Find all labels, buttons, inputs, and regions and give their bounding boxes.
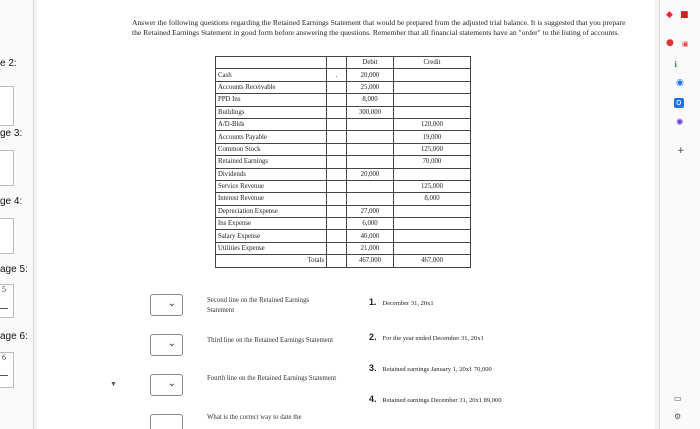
table-cell [327,255,347,267]
outlook-icon[interactable]: o [676,98,682,108]
account-name: Ins Expense [216,218,327,230]
debit-header: Debit [347,57,394,69]
translate-icon[interactable]: ✺ [676,118,684,128]
ring-icon[interactable]: ◉ [676,78,684,88]
ring-icon[interactable]: ● [666,38,674,48]
answer-number: 1. [369,297,377,307]
document-page [37,0,655,429]
totals-label: Totals [216,255,327,267]
question-label[interactable]: ge 4: [0,196,23,207]
question-label[interactable]: age 6: [0,331,28,342]
row-marker [327,81,347,93]
debit-value: 40,000 [347,230,394,242]
question-box[interactable] [0,284,14,318]
question-label[interactable]: e 2: [0,58,17,69]
gift-icon[interactable]: ■ [680,10,689,20]
answer-select-3[interactable] [150,374,183,396]
credit-value: 8,000 [394,193,471,205]
table-row [216,69,471,81]
credit-value [394,81,471,93]
table-row [216,193,471,205]
account-name: Retained Earnings [216,156,327,168]
credit-value: 19,000 [394,131,471,143]
instructions-text: Answer the following questions regarding the Retained Earnings Statement that would be prepared from the adjusted trial balance. It is suggested that you prepare the Retained Earnings Statement in good form before answering the questions. Remember that all financial statements have an "order" to the listing of accounts. [132,18,626,37]
debit-total: 467,000 [347,255,394,267]
account-name: Service Revenue [216,180,327,192]
credit-value [394,242,471,254]
question-nav-panel [0,0,34,429]
credit-value: 120,000 [394,118,471,130]
debit-value: 6,000 [347,218,394,230]
debit-value: 25,000 [347,81,394,93]
translate-icon[interactable]: ℹ [674,60,678,69]
account-name: Dividends [216,168,327,180]
row-marker: . [327,69,347,81]
row-marker [327,131,347,143]
account-name: Interest Revenue [216,193,327,205]
credit-value [394,230,471,242]
debit-value [347,156,394,168]
credit-value [394,69,471,81]
debit-value: 27,000 [347,205,394,217]
table-row [216,218,471,230]
answer-select-4[interactable] [150,414,183,429]
account-name: A/D-Blds [216,118,327,130]
table-row [216,205,471,217]
plus-icon[interactable]: + [677,146,685,156]
question-box-value: 5 [2,285,6,294]
credit-value: 125,000 [394,143,471,155]
account-name: Utilities Expense [216,242,327,254]
row-marker [327,106,347,118]
credit-value [394,168,471,180]
answer-text: Retained earnings December 31, 20x1 89,000 [382,397,502,404]
bookmark-icon[interactable]: ◆ [666,10,673,20]
row-marker [327,94,347,106]
question-label[interactable]: age 5: [0,264,28,275]
row-marker [327,193,347,205]
answer-text: For the year ended December 31, 20x1 [382,335,484,342]
debit-value [347,180,394,192]
row-marker [327,118,347,130]
answer-text: Retained earnings January 1, 20x1 70,000 [382,366,492,373]
divider [0,308,8,309]
table-row [216,143,471,155]
table-row [216,94,471,106]
row-marker [327,230,347,242]
debit-value [347,193,394,205]
row-marker [327,180,347,192]
account-name: Accounts Receivable [216,81,327,93]
account-name: Buildings [216,106,327,118]
answer-select-2[interactable] [150,334,183,356]
account-name: Common Stock [216,143,327,155]
account-name: Accounts Payable [216,131,327,143]
answer-number: 4. [369,394,377,404]
table-row [216,156,471,168]
prompt-text: What is the correct way to date the [207,414,302,421]
answer-option-3 [369,363,492,373]
debit-value [347,131,394,143]
credit-value: 125,000 [394,180,471,192]
debit-value: 300,000 [347,106,394,118]
answer-number: 2. [369,332,377,342]
totals-row [216,255,471,267]
row-marker [327,218,347,230]
debit-value: 20,000 [347,69,394,81]
table-row [216,118,471,130]
credit-value [394,218,471,230]
table-cell [216,57,327,69]
answer-option-2 [369,332,484,342]
debit-value: 21,000 [347,242,394,254]
debit-value [347,118,394,130]
debit-value: 20,000 [347,168,394,180]
table-row [216,131,471,143]
question-box[interactable] [0,352,14,388]
account-name: PPD Ins [216,94,327,106]
table-cell [327,57,347,69]
account-name: Cash [216,69,327,81]
debit-value [347,143,394,155]
chevron-down-icon: ⌄ [167,338,176,349]
cursor-marker: ▼ [110,380,117,388]
account-name: Depreciation Expense [216,205,327,217]
row-marker [327,205,347,217]
settings-icon[interactable]: ⚙ [674,412,682,421]
credit-value [394,205,471,217]
prompt-text: Third line on the Retained Earnings Statement [207,337,334,344]
credit-total: 467,000 [394,255,471,267]
table-row [216,230,471,242]
question-box[interactable] [0,150,14,186]
row-marker [327,143,347,155]
account-name: Salary Expense [216,230,327,242]
answer-option-4 [369,394,501,404]
credit-value [394,106,471,118]
debit-value: 8,000 [347,94,394,106]
credit-value [394,94,471,106]
prompt-text: Fourth line on the Retained Earnings Statement [207,375,337,382]
table-row [216,242,471,254]
answer-number: 3. [369,363,377,373]
panel-icon[interactable]: ▭ [674,394,682,403]
question-box[interactable] [0,86,14,126]
divider [0,375,8,376]
table-row [216,168,471,180]
row-marker [327,242,347,254]
table-header-row [216,57,471,69]
row-marker [327,168,347,180]
question-box-value: 6 [2,353,6,362]
adjusted-trial-balance-table [215,56,471,268]
question-label[interactable]: ge 3: [0,128,23,139]
prompt-text: Second line on the Retained Earnings Statement [207,297,310,314]
chevron-down-icon: ⌄ [167,298,176,309]
answer-text: December 31, 20x1 [382,300,434,307]
answer-option-1 [369,297,434,307]
credit-header: Credit [394,57,471,69]
table-row [216,81,471,93]
app-sidebar [659,0,700,429]
answer-select-1[interactable] [150,294,183,316]
chevron-down-icon: ⌄ [167,378,176,389]
question-box[interactable] [0,218,14,254]
office-icon[interactable]: ▣ [682,40,689,48]
row-marker [327,156,347,168]
table-row [216,106,471,118]
credit-value: 70,000 [394,156,471,168]
table-row [216,180,471,192]
